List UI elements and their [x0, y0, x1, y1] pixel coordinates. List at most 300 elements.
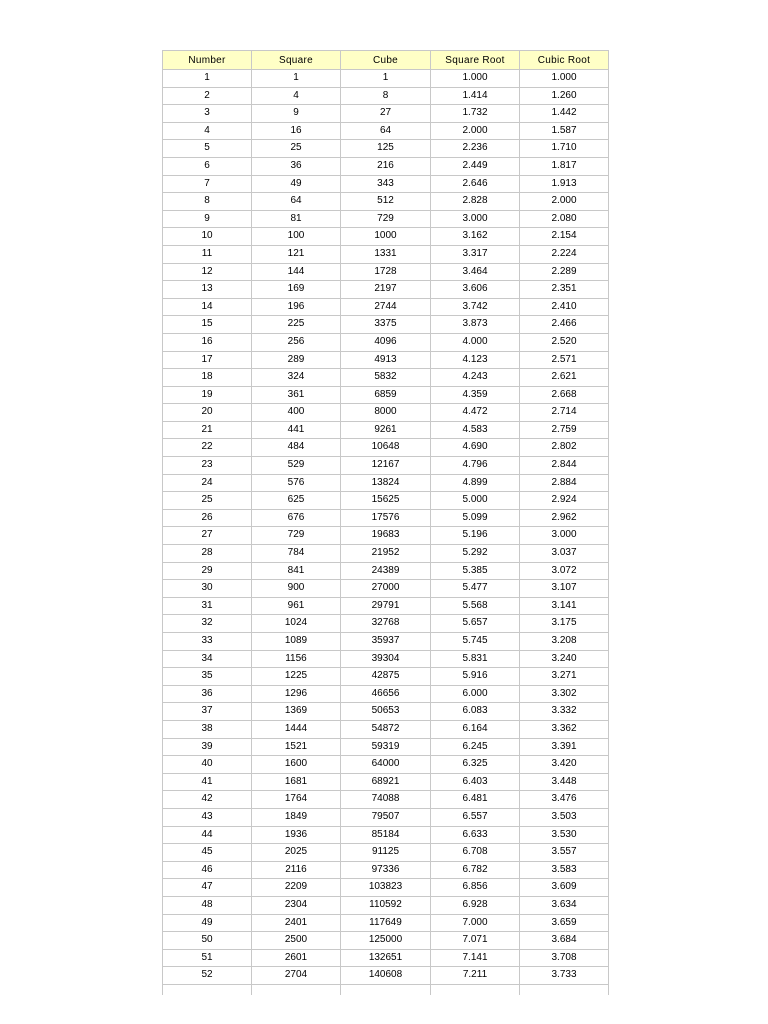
cell-number: 25 [163, 492, 252, 510]
cell-square: 1225 [252, 668, 341, 686]
cell-number: 31 [163, 597, 252, 615]
cell-square-root: 5.477 [431, 580, 520, 598]
cell-square: 121 [252, 245, 341, 263]
cell-square-root: 5.000 [431, 492, 520, 510]
cell-cube: 97336 [341, 861, 431, 879]
cell-number: 45 [163, 844, 252, 862]
table-row [163, 492, 609, 510]
cell-number: 24 [163, 474, 252, 492]
cell-cube: 12167 [341, 457, 431, 475]
cell-cubic-root: 2.351 [520, 281, 609, 299]
cell-square: 225 [252, 316, 341, 334]
table-row [163, 316, 609, 334]
cell-cube: 512 [341, 193, 431, 211]
cell-cube: 1000 [341, 228, 431, 246]
header-row [163, 51, 609, 70]
cell-cube: 8000 [341, 404, 431, 422]
table-row [163, 791, 609, 809]
cell-square: 324 [252, 369, 341, 387]
cell-number: 49 [163, 914, 252, 932]
table-header [163, 51, 609, 70]
cell-number: 39 [163, 738, 252, 756]
cell-cubic-root: 1.587 [520, 122, 609, 140]
cell-cubic-root: 3.302 [520, 685, 609, 703]
cell-cubic-root: 2.520 [520, 333, 609, 351]
cell-square: 1369 [252, 703, 341, 721]
cell-cube: 117649 [341, 914, 431, 932]
cell-square: 100 [252, 228, 341, 246]
cell-square-root: 6.708 [431, 844, 520, 862]
cell-square-root: 6.245 [431, 738, 520, 756]
cell-number: 5 [163, 140, 252, 158]
table-row [163, 773, 609, 791]
cell-square: 2304 [252, 896, 341, 914]
cell-number: 29 [163, 562, 252, 580]
table-row [163, 861, 609, 879]
table-row [163, 597, 609, 615]
table-row [163, 228, 609, 246]
cell-cubic-root: 1.710 [520, 140, 609, 158]
cell-cube: 29791 [341, 597, 431, 615]
cell-cubic-root: 2.714 [520, 404, 609, 422]
empty-cell [431, 984, 520, 995]
cell-cube: 4096 [341, 333, 431, 351]
cell-number: 6 [163, 157, 252, 175]
cell-number: 8 [163, 193, 252, 211]
table-row [163, 140, 609, 158]
cell-cube: 9261 [341, 421, 431, 439]
table-row [163, 545, 609, 563]
cell-cubic-root: 3.583 [520, 861, 609, 879]
cell-square-root: 4.690 [431, 439, 520, 457]
cell-cubic-root: 3.391 [520, 738, 609, 756]
cell-square: 2209 [252, 879, 341, 897]
cell-number: 38 [163, 720, 252, 738]
table-row [163, 580, 609, 598]
cell-square-root: 4.123 [431, 351, 520, 369]
cell-cubic-root: 2.962 [520, 509, 609, 527]
cell-square: 676 [252, 509, 341, 527]
cell-cubic-root: 3.107 [520, 580, 609, 598]
cell-square-root: 5.292 [431, 545, 520, 563]
cell-cubic-root: 2.080 [520, 210, 609, 228]
cell-square: 169 [252, 281, 341, 299]
cell-cubic-root: 1.000 [520, 70, 609, 88]
table-row [163, 369, 609, 387]
cell-cubic-root: 3.476 [520, 791, 609, 809]
cell-cube: 8 [341, 87, 431, 105]
cell-square-root: 3.464 [431, 263, 520, 281]
table-row [163, 175, 609, 193]
cell-number: 22 [163, 439, 252, 457]
cell-square: 1296 [252, 685, 341, 703]
cell-square: 64 [252, 193, 341, 211]
cell-number: 21 [163, 421, 252, 439]
cell-square: 9 [252, 105, 341, 123]
cell-square: 961 [252, 597, 341, 615]
cell-cubic-root: 3.271 [520, 668, 609, 686]
cell-cubic-root: 3.208 [520, 633, 609, 651]
table-row [163, 844, 609, 862]
cell-square-root: 3.606 [431, 281, 520, 299]
cell-square: 144 [252, 263, 341, 281]
cell-square: 1156 [252, 650, 341, 668]
cell-cubic-root: 3.000 [520, 527, 609, 545]
cell-cubic-root: 3.175 [520, 615, 609, 633]
cell-square: 400 [252, 404, 341, 422]
cell-cube: 4913 [341, 351, 431, 369]
cell-cube: 64 [341, 122, 431, 140]
table-row [163, 896, 609, 914]
cell-square-root: 4.472 [431, 404, 520, 422]
cell-square: 1849 [252, 808, 341, 826]
cell-number: 18 [163, 369, 252, 387]
cell-square: 1764 [252, 791, 341, 809]
cell-number: 42 [163, 791, 252, 809]
cell-square: 441 [252, 421, 341, 439]
table-row [163, 808, 609, 826]
table-row [163, 439, 609, 457]
cell-square: 1600 [252, 756, 341, 774]
cell-square: 25 [252, 140, 341, 158]
cell-square-root: 5.099 [431, 509, 520, 527]
cell-cubic-root: 3.659 [520, 914, 609, 932]
table-row [163, 615, 609, 633]
empty-cell [163, 984, 252, 995]
cell-cube: 2197 [341, 281, 431, 299]
cell-square: 784 [252, 545, 341, 563]
cell-number: 43 [163, 808, 252, 826]
cell-cubic-root: 1.260 [520, 87, 609, 105]
cell-cubic-root: 3.609 [520, 879, 609, 897]
header-square: Square [252, 51, 341, 70]
cell-square-root: 6.782 [431, 861, 520, 879]
table-row [163, 826, 609, 844]
cell-cube: 42875 [341, 668, 431, 686]
cell-cube: 216 [341, 157, 431, 175]
cell-number: 50 [163, 932, 252, 950]
cell-cube: 19683 [341, 527, 431, 545]
cell-square: 529 [252, 457, 341, 475]
cell-square: 1 [252, 70, 341, 88]
cell-square-root: 3.873 [431, 316, 520, 334]
cell-number: 13 [163, 281, 252, 299]
cell-cube: 46656 [341, 685, 431, 703]
table-row [163, 633, 609, 651]
cell-square-root: 6.928 [431, 896, 520, 914]
cell-square-root: 7.141 [431, 949, 520, 967]
cell-square: 729 [252, 527, 341, 545]
empty-cell [341, 984, 431, 995]
empty-cell [252, 984, 341, 995]
cell-square: 1521 [252, 738, 341, 756]
cell-square: 2116 [252, 861, 341, 879]
cell-cubic-root: 2.759 [520, 421, 609, 439]
cell-cube: 10648 [341, 439, 431, 457]
cell-cubic-root: 2.410 [520, 298, 609, 316]
cell-square: 1089 [252, 633, 341, 651]
table-row [163, 932, 609, 950]
cell-number: 15 [163, 316, 252, 334]
cell-cube: 21952 [341, 545, 431, 563]
cell-cubic-root: 2.844 [520, 457, 609, 475]
table-row [163, 967, 609, 985]
cell-cube: 64000 [341, 756, 431, 774]
table-row [163, 703, 609, 721]
cell-number: 33 [163, 633, 252, 651]
cell-number: 52 [163, 967, 252, 985]
cell-square-root: 6.325 [431, 756, 520, 774]
cell-number: 37 [163, 703, 252, 721]
cell-square: 841 [252, 562, 341, 580]
cell-square: 484 [252, 439, 341, 457]
cell-cubic-root: 2.154 [520, 228, 609, 246]
cell-cubic-root: 3.733 [520, 967, 609, 985]
cell-square-root: 6.856 [431, 879, 520, 897]
cell-number: 3 [163, 105, 252, 123]
cell-square-root: 2.236 [431, 140, 520, 158]
cell-square-root: 2.000 [431, 122, 520, 140]
cell-cube: 343 [341, 175, 431, 193]
cell-cubic-root: 1.913 [520, 175, 609, 193]
cell-cube: 85184 [341, 826, 431, 844]
cell-square-root: 7.211 [431, 967, 520, 985]
table-row [163, 949, 609, 967]
cell-number: 40 [163, 756, 252, 774]
cell-square-root: 2.646 [431, 175, 520, 193]
cell-cubic-root: 3.708 [520, 949, 609, 967]
cell-number: 27 [163, 527, 252, 545]
cell-square-root: 5.916 [431, 668, 520, 686]
table-row [163, 404, 609, 422]
cell-cubic-root: 3.362 [520, 720, 609, 738]
cell-square-root: 4.583 [431, 421, 520, 439]
cell-square: 1681 [252, 773, 341, 791]
table-row [163, 738, 609, 756]
table-row [163, 351, 609, 369]
cell-cubic-root: 2.224 [520, 245, 609, 263]
cell-cube: 103823 [341, 879, 431, 897]
cell-square: 2401 [252, 914, 341, 932]
cell-cubic-root: 2.289 [520, 263, 609, 281]
cell-square-root: 2.449 [431, 157, 520, 175]
cell-cube: 729 [341, 210, 431, 228]
table-row [163, 421, 609, 439]
table-body [163, 70, 609, 995]
cell-cubic-root: 2.884 [520, 474, 609, 492]
table-row [163, 474, 609, 492]
cell-cube: 54872 [341, 720, 431, 738]
cell-square-root: 1.000 [431, 70, 520, 88]
cell-number: 19 [163, 386, 252, 404]
cell-square-root: 6.000 [431, 685, 520, 703]
cell-square: 2025 [252, 844, 341, 862]
cell-cubic-root: 2.668 [520, 386, 609, 404]
cell-number: 30 [163, 580, 252, 598]
cell-number: 1 [163, 70, 252, 88]
cell-square: 81 [252, 210, 341, 228]
cell-number: 16 [163, 333, 252, 351]
cell-cubic-root: 2.621 [520, 369, 609, 387]
cell-square: 2601 [252, 949, 341, 967]
cell-square: 1024 [252, 615, 341, 633]
cell-cube: 6859 [341, 386, 431, 404]
cell-cube: 91125 [341, 844, 431, 862]
empty-cell [520, 984, 609, 995]
table-row-empty [163, 984, 609, 995]
cell-number: 7 [163, 175, 252, 193]
cell-number: 36 [163, 685, 252, 703]
cell-cubic-root: 3.072 [520, 562, 609, 580]
cell-number: 44 [163, 826, 252, 844]
header-cubic-root: Cubic Root [520, 51, 609, 70]
cell-square-root: 2.828 [431, 193, 520, 211]
cell-cubic-root: 3.634 [520, 896, 609, 914]
table-row [163, 562, 609, 580]
table-row [163, 157, 609, 175]
cell-cube: 39304 [341, 650, 431, 668]
cell-square: 361 [252, 386, 341, 404]
cell-cube: 79507 [341, 808, 431, 826]
cell-square: 625 [252, 492, 341, 510]
cell-cubic-root: 2.802 [520, 439, 609, 457]
cell-square-root: 5.657 [431, 615, 520, 633]
cell-square-root: 4.899 [431, 474, 520, 492]
cell-number: 23 [163, 457, 252, 475]
cell-cubic-root: 1.442 [520, 105, 609, 123]
cell-number: 12 [163, 263, 252, 281]
cell-cube: 59319 [341, 738, 431, 756]
table-row [163, 333, 609, 351]
cell-square-root: 3.742 [431, 298, 520, 316]
cell-number: 47 [163, 879, 252, 897]
cell-cube: 17576 [341, 509, 431, 527]
cell-square: 4 [252, 87, 341, 105]
cell-cube: 110592 [341, 896, 431, 914]
table-row [163, 914, 609, 932]
cell-square: 16 [252, 122, 341, 140]
cell-square: 2500 [252, 932, 341, 950]
cell-square-root: 6.403 [431, 773, 520, 791]
table-row [163, 263, 609, 281]
cell-number: 34 [163, 650, 252, 668]
cell-cube: 132651 [341, 949, 431, 967]
cell-cubic-root: 3.037 [520, 545, 609, 563]
cell-number: 11 [163, 245, 252, 263]
cell-number: 32 [163, 615, 252, 633]
cell-square-root: 3.162 [431, 228, 520, 246]
table-row [163, 281, 609, 299]
cell-square: 256 [252, 333, 341, 351]
cell-cube: 35937 [341, 633, 431, 651]
cell-square-root: 6.481 [431, 791, 520, 809]
cell-number: 2 [163, 87, 252, 105]
cell-cubic-root: 3.141 [520, 597, 609, 615]
table-row [163, 668, 609, 686]
cell-number: 9 [163, 210, 252, 228]
cell-cubic-root: 3.503 [520, 808, 609, 826]
cell-number: 41 [163, 773, 252, 791]
cell-square-root: 5.568 [431, 597, 520, 615]
cell-number: 10 [163, 228, 252, 246]
table-row [163, 650, 609, 668]
cell-square-root: 5.745 [431, 633, 520, 651]
table-row [163, 386, 609, 404]
cell-square: 49 [252, 175, 341, 193]
cell-square: 196 [252, 298, 341, 316]
cell-cube: 15625 [341, 492, 431, 510]
cell-cubic-root: 2.000 [520, 193, 609, 211]
cell-square: 900 [252, 580, 341, 598]
cell-cube: 125000 [341, 932, 431, 950]
cell-number: 17 [163, 351, 252, 369]
cell-cubic-root: 3.684 [520, 932, 609, 950]
cell-square-root: 3.317 [431, 245, 520, 263]
table-row [163, 298, 609, 316]
table-row [163, 756, 609, 774]
cell-number: 28 [163, 545, 252, 563]
cell-number: 46 [163, 861, 252, 879]
cell-square-root: 4.796 [431, 457, 520, 475]
cell-cubic-root: 2.571 [520, 351, 609, 369]
cell-cubic-root: 2.466 [520, 316, 609, 334]
cell-square: 36 [252, 157, 341, 175]
header-square-root: Square Root [431, 51, 520, 70]
table-row [163, 210, 609, 228]
cell-number: 4 [163, 122, 252, 140]
cell-cube: 1331 [341, 245, 431, 263]
cell-number: 26 [163, 509, 252, 527]
cell-number: 35 [163, 668, 252, 686]
cell-cube: 2744 [341, 298, 431, 316]
cell-cube: 1728 [341, 263, 431, 281]
cell-cubic-root: 2.924 [520, 492, 609, 510]
cell-cube: 1 [341, 70, 431, 88]
table-row [163, 193, 609, 211]
cell-square-root: 4.359 [431, 386, 520, 404]
table-row [163, 509, 609, 527]
table-row [163, 879, 609, 897]
cell-number: 14 [163, 298, 252, 316]
cell-cube: 74088 [341, 791, 431, 809]
cell-square-root: 6.633 [431, 826, 520, 844]
table-row [163, 70, 609, 88]
header-number: Number [163, 51, 252, 70]
table-row [163, 457, 609, 475]
cell-square-root: 4.243 [431, 369, 520, 387]
cell-cube: 68921 [341, 773, 431, 791]
cell-square: 2704 [252, 967, 341, 985]
cell-square-root: 6.164 [431, 720, 520, 738]
cell-square-root: 7.071 [431, 932, 520, 950]
cell-square-root: 5.196 [431, 527, 520, 545]
cell-cube: 24389 [341, 562, 431, 580]
cell-square-root: 4.000 [431, 333, 520, 351]
cell-cubic-root: 3.420 [520, 756, 609, 774]
cell-cube: 5832 [341, 369, 431, 387]
cell-square-root: 1.414 [431, 87, 520, 105]
table-row [163, 87, 609, 105]
cell-cube: 27 [341, 105, 431, 123]
cell-cube: 125 [341, 140, 431, 158]
cell-cubic-root: 3.332 [520, 703, 609, 721]
table-row [163, 685, 609, 703]
cell-number: 48 [163, 896, 252, 914]
cell-square-root: 3.000 [431, 210, 520, 228]
table-row [163, 105, 609, 123]
cell-number: 51 [163, 949, 252, 967]
cell-cubic-root: 3.557 [520, 844, 609, 862]
